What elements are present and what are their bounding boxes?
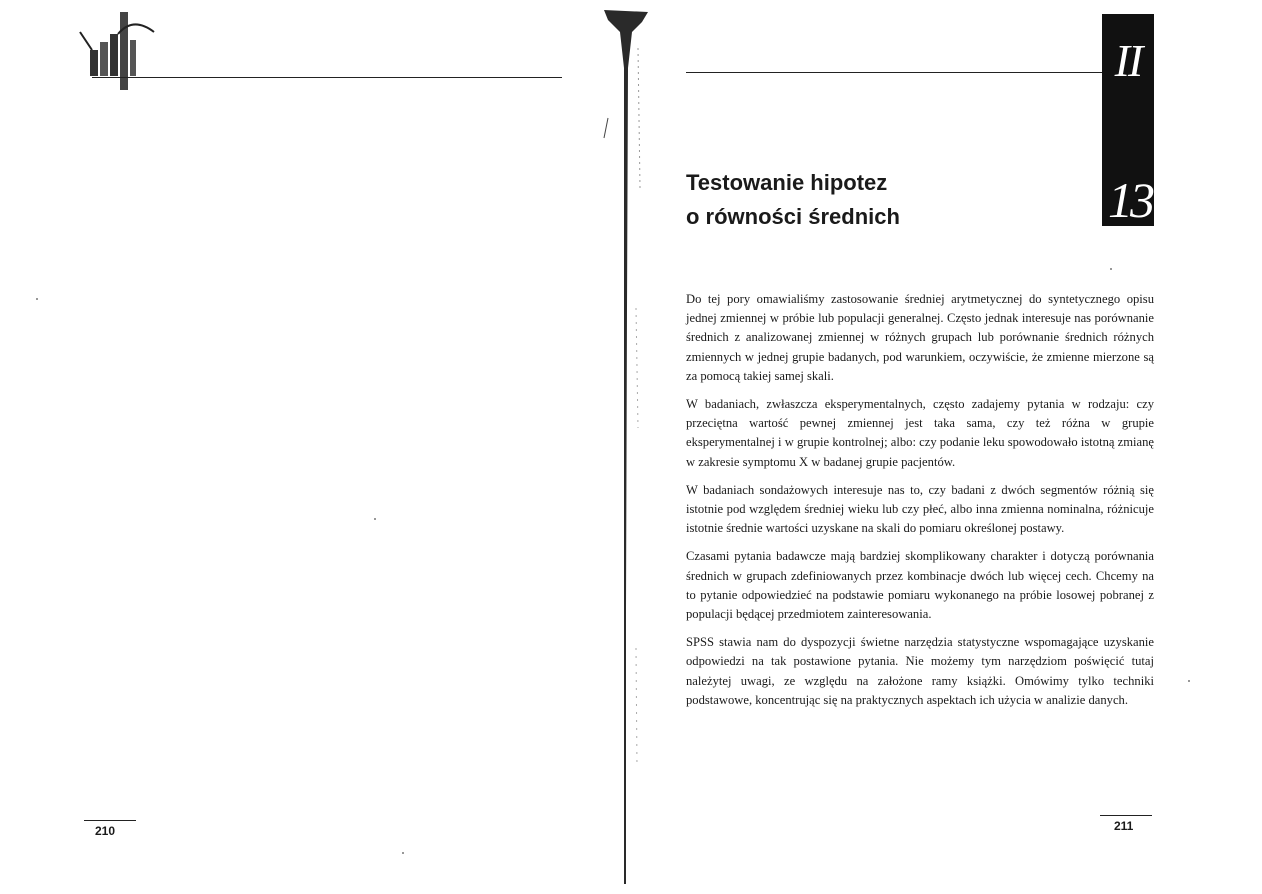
scan-speck [1110,268,1112,270]
paragraph-5: SPSS stawia nam do dyspozycji świetne narzędzia statystyczne wspomagające uzyskanie odpowiedzi na tak postawione pytania. Nie możemy tym narzędziom poświęcić tutaj należytej uwagi, ze względu na założone ramy książki. Omówimy tylko techniki podstawowe, koncentrując się na praktycznych aspektach ich użycia w analizie danych. [686,635,1154,707]
book-spine [602,8,650,888]
chapter-title [686,166,1086,234]
scan-speck [36,298,38,300]
chapter-title-line-1: Testowanie hipotez [686,170,888,195]
scan-speck [1188,680,1190,682]
header-rule-right [686,72,1111,73]
paragraph-3: W badaniach sondażowych interesuje nas to, czy badani z dwóch segmentów różnią się istotnie pod względem średniej wieku lub czy płeć, albo inna zmienna nominalna, różnicuje istotnie średnie wartości uzyskane na skali do pomiaru określonej postawy. [686,482,1154,536]
scan-speck [402,852,404,854]
paragraph-2: W badaniach, zwłaszcza eksperymentalnych, często zadajemy pytania w rodzaju: czy przeciętna wartość pewnej zmiennej jest taka sama, czy też różna w grupie eksperymentalnej i w grupie kontrolnej; albo: czy podanie leku spowodowało istotną zmianę w zakresie symptomu X w badanej grupie pacjentów. [686,397,1154,469]
paragraph-4: Czasami pytania badawcze mają bardziej skomplikowany charakter i dotyczą porównania średnich w grupach zdefiniowanych przez kombinacje dwóch lub więcej cech. Chcemy na to pytanie odpowiedzieć na podstawie pomiaru wykonanego na próbie losowej pobranej z populacji będącej przedmiotem zainteresowania. [686,549,1154,622]
scan-speck [374,518,376,520]
chapter-title-line-2: o równości średnich [686,204,900,229]
page-number-rule-left [84,820,136,821]
page-number-left: 210 [95,824,116,838]
chapter-number: 13 [1108,172,1152,226]
part-number: II [1114,35,1142,86]
chapter-marker [1102,14,1154,226]
chapter-body [686,290,1154,719]
page-number-rule-right [1100,815,1152,816]
header-rule-left [92,77,562,78]
paragraph-1: Do tej pory omawialiśmy zastosowanie średniej arytmetycznej do syntetycznego opisu jednej zmiennej w próbie lub populacji generalnej. Często jednak interesuje nas porównanie średnich z analizowanej zmiennej w różnych grupach lub porównanie średnich różnych zmiennych w jednej grupie badanych, pod warunkiem, oczywiście, że zmienne mierzone są za pomocą takiej samej skali. [686,292,1154,383]
bar-chart-logo-icon [78,12,158,92]
page-number-right: 211 [1114,819,1134,833]
